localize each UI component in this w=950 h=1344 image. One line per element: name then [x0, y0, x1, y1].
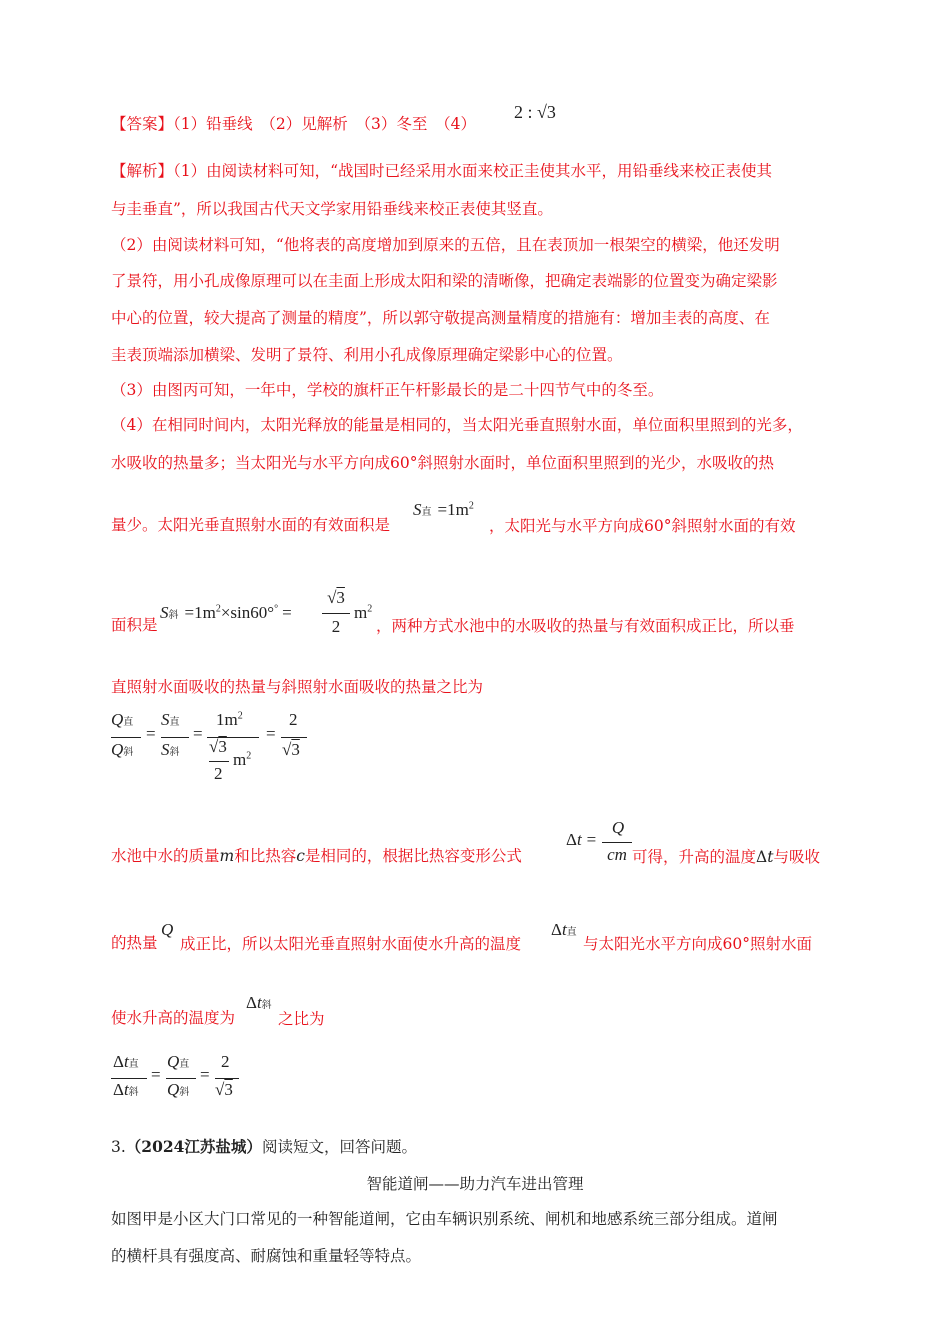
var-q-inline: Q [161, 920, 174, 939]
analysis-p2-l3: 中心的位置，较大提高了测量的精度”，所以郭守敬提高测量精度的措施有：增加圭表的高度、在 [111, 309, 770, 327]
formula-m2-unit: $m^2$ [354, 603, 373, 622]
analysis-p4-l4a: 面积是 [111, 616, 158, 634]
frac-bar-1 [322, 613, 350, 614]
question3-source: （2024江苏盐城） [125, 1137, 262, 1156]
formula-s-zhi: S直 $=1m^2$ [413, 500, 474, 519]
ratio-formula-1: Q直 Q斜 = S直 S斜 = $1m^2$ √3 2 $m^2$ = 2 √3 [111, 706, 311, 791]
analysis-p4-l7b: 成正比，所以太阳光垂直照射水面使水升高的温度 [180, 935, 522, 953]
analysis-p2-l1: （2）由阅读材料可知，“他将表的高度增加到原来的五倍，且在表顶加一根架空的横梁，他还发明 [111, 236, 780, 254]
answer-ratio: 2 : √3 [514, 102, 556, 122]
analysis-p4-l6: 水池中水的质量m和比热容c是相同的，根据比热容变形公式 [111, 847, 522, 865]
answer-parts: （1）铅垂线 （2）见解析 （3）冬至 （4） [173, 115, 476, 133]
question3-prompt: 阅读短文，回答问题。 [261, 1138, 417, 1156]
var-delta-t-xie: Δt斜 [246, 993, 272, 1012]
analysis-p4-l3a: 量少。太阳光垂直照射水面的有效面积是 [111, 516, 391, 534]
answer-tag: 【答案】 [111, 115, 174, 133]
question3-body-l1: 如图甲是小区大门口常见的一种智能道闸，它由车辆识别系统、闸机和地感系统三部分组成。道闸 [111, 1210, 778, 1228]
analysis-p4-l4b: ，两种方式水池中的水吸收的热量与有效面积成正比，所以垂 [376, 617, 795, 635]
formula-s-xie: S斜 $=1m^2\times\sin 60^\circ^\circ$ = [160, 603, 292, 622]
var-c: c [296, 847, 305, 865]
frac-sqrt3-over-2: √3 [327, 588, 345, 607]
sqrt-symbol: √ [327, 588, 337, 607]
analysis-p4-l7c: 与太阳光水平方向成60°照射水面 [583, 935, 812, 953]
question3-title: 智能道闸——助力汽车进出管理 [366, 1175, 584, 1193]
var-delta-t-zhi: Δt直 [551, 920, 577, 939]
question3-number: 3. [111, 1138, 126, 1156]
frac-q-over-cm: Q [611, 818, 625, 837]
analysis-p1-text: （1）由阅读材料可知，“战国时已经采用水面来校正圭使其水平，用铅垂线来校正表使其 [173, 162, 773, 180]
analysis-p4-l5: 直照射水面吸收的热量与斜照射水面吸收的热量之比为 [111, 678, 484, 696]
analysis-p4-l8a: 使水升高的温度为 [111, 1009, 236, 1027]
analysis-p1-l2: 与圭垂直”，所以我国古代天文学家用铅垂线来校正表使其竖直。 [111, 200, 553, 218]
ratio-formula-2: Δt直 Δt斜 = Q直 Q斜 = 2 √3 [111, 1050, 251, 1110]
frac-denominator-1: 2 [331, 617, 341, 636]
frac-cm: cm [607, 845, 627, 864]
question3-body-l2: 的横杆具有强度高、耐腐蚀和重量轻等特点。 [111, 1247, 422, 1265]
answer-line [111, 113, 476, 135]
analysis-p4-l2: 水吸收的热量多；当太阳光与水平方向成60°斜照射水面时，单位面积里照到的光少，水吸收的热 [111, 454, 774, 472]
analysis-p4-l3b: ，太阳光与水平方向成60°斜照射水面的有效 [489, 517, 796, 535]
analysis-p4-l7a: 的热量 [111, 934, 158, 952]
analysis-p2-l2: 了景符，用小孔成像原理可以在圭面上形成太阳和梁的清晰像，把确定表端影的位置变为确定梁影 [111, 272, 778, 290]
analysis-p3: （3）由图丙可知，一年中，学校的旗杆正午杆影最长的是二十四节气中的冬至。 [111, 381, 664, 399]
analysis-p4-l1: （4）在相同时间内，太阳光释放的能量是相同的，当太阳光垂直照射水面，单位面积里照到的光多， [111, 416, 803, 434]
formula-delta-t: Δt = [566, 830, 597, 849]
analysis-p1-l1 [111, 160, 772, 182]
analysis-tag: 【解析】 [111, 162, 174, 180]
analysis-p4-l8b: 之比为 [278, 1010, 325, 1028]
analysis-p2-l4: 圭表顶端添加横梁、发明了景符、利用小孔成像原理确定梁影中心的位置。 [111, 346, 623, 364]
question3-header [111, 1136, 417, 1158]
frac-bar-q-cm [602, 842, 632, 843]
var-m: m [219, 847, 235, 865]
analysis-p4-l6d: 可得，升高的温度Δt与吸收 [632, 848, 820, 866]
